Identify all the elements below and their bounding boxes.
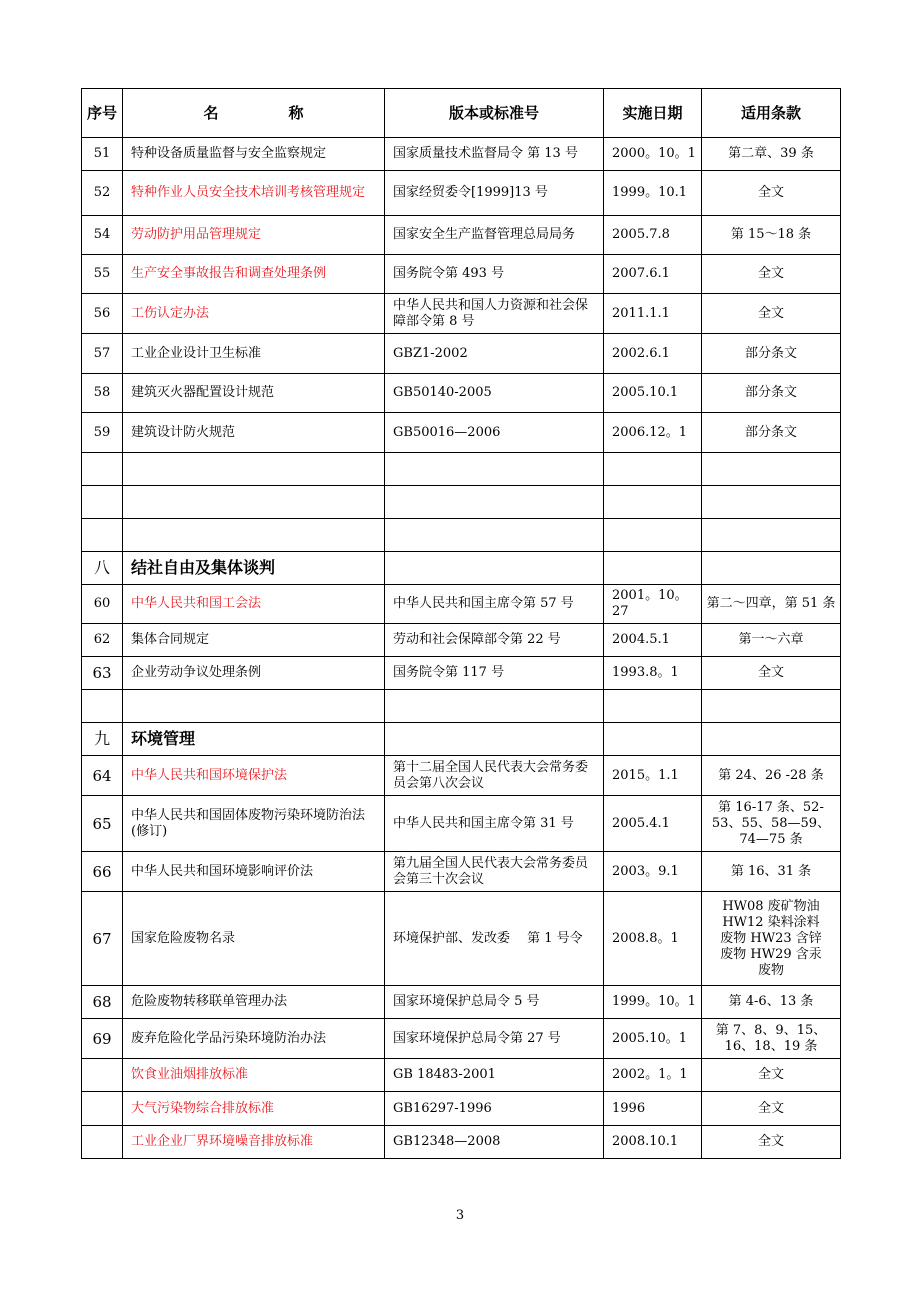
table-row: 54 劳动防护用品管理规定 国家安全生产监督管理总局局务 2005.7.8 第 15～18 条 <box>82 216 841 255</box>
table-row: 67 国家危险废物名录 环境保护部、发改委 第 1 号令 2008.8。1 HW08 废矿物油 HW12 染料涂料废物 HW23 含锌废物 HW29 含汞废物 <box>82 892 841 986</box>
section-title: 结社自由及集体谈判 <box>123 552 385 585</box>
table-row: 大气污染物综合排放标准 GB16297-1996 1996 全文 <box>82 1092 841 1126</box>
table-row: 66 中华人民共和国环境影响评价法 第九届全国人民代表大会常务委员会第三十次会议 2003。9.1 第 16、31 条 <box>82 852 841 892</box>
regulations-table <box>81 88 841 1159</box>
table-row: 56 工伤认定办法 中华人民共和国人力资源和社会保障部令第 8 号 2011.1.1 全文 <box>82 294 841 334</box>
section-row <box>82 552 841 585</box>
table-row: 工业企业厂界环境噪音排放标准 GB12348—2008 2008.10.1 全文 <box>82 1126 841 1159</box>
table-row: 55 生产安全事故报告和调查处理条例 国务院令第 493 号 2007.6.1 全文 <box>82 255 841 294</box>
table-row: 58 建筑灭火器配置设计规范 GB50140-2005 2005.10.1 部分条文 <box>82 374 841 413</box>
header-standard: 版本或标准号 <box>385 89 604 138</box>
section-number: 九 <box>82 723 123 756</box>
table-row: 63 企业劳动争议处理条例 国务院令第 117 号 1993.8。1 全文 <box>82 657 841 690</box>
table-row: 65 中华人民共和国固体废物污染环境防治法(修订) 中华人民共和国主席令第 31 号 2005.4.1 第 16-17 条、52-53、55、58—59、74—75 条 <box>82 796 841 852</box>
table-row: 59 建筑设计防火规范 GB50016—2006 2006.12。1 部分条文 <box>82 413 841 453</box>
table-row: 64 中华人民共和国环境保护法 第十二届全国人民代表大会常务委员会第八次会议 2015。1.1 第 24、26 -28 条 <box>82 756 841 796</box>
empty-row <box>82 486 841 519</box>
section-row <box>82 723 841 756</box>
header-seq: 序号 <box>82 89 123 138</box>
header-name: 名 称 <box>123 89 385 138</box>
table-row: 69 废弃危险化学品污染环境防治办法 国家环境保护总局令第 27 号 2005.10。1 第 7、8、9、15、16、18、19 条 <box>82 1019 841 1059</box>
section-number: 八 <box>82 552 123 585</box>
empty-row <box>82 690 841 723</box>
table-row: 68 危险废物转移联单管理办法 国家环境保护总局令 5 号 1999。10。1 第 4-6、13 条 <box>82 986 841 1019</box>
table-row: 60 中华人民共和国工会法 中华人民共和国主席令第 57 号 2001。10。27 第二～四章，第 51 条 <box>82 585 841 624</box>
page-number: 3 <box>455 1208 465 1223</box>
header-row <box>82 89 841 138</box>
table-row: 52 特种作业人员安全技术培训考核管理规定 国家经贸委令[1999]13 号 1999。10.1 全文 <box>82 171 841 216</box>
table-row: 51 特种设备质量监督与安全监察规定 国家质量技术监督局令 第 13 号 2000。10。1 第二章、39 条 <box>82 138 841 171</box>
table-row: 57 工业企业设计卫生标准 GBZ1-2002 2002.6.1 部分条文 <box>82 334 841 374</box>
header-date: 实施日期 <box>604 89 702 138</box>
table-row: 饮食业油烟排放标准 GB 18483-2001 2002。1。1 全文 <box>82 1059 841 1092</box>
table-row: 62 集体合同规定 劳动和社会保障部令第 22 号 2004.5.1 第一～六章 <box>82 624 841 657</box>
section-title: 环境管理 <box>123 723 385 756</box>
empty-row <box>82 519 841 552</box>
empty-row <box>82 453 841 486</box>
header-clause: 适用条款 <box>702 89 841 138</box>
